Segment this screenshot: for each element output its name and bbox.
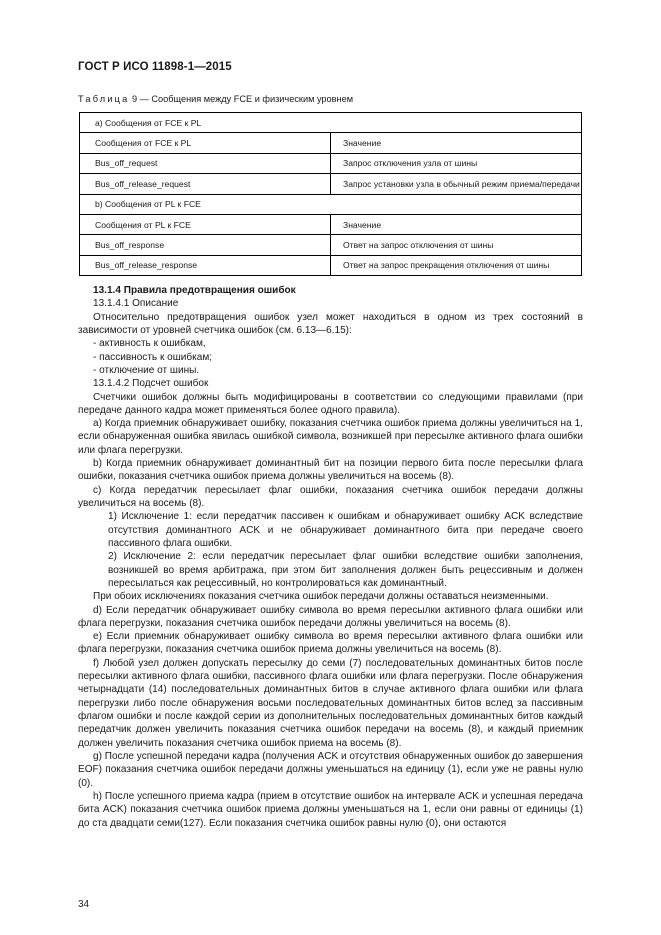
document-body xyxy=(78,284,583,830)
table-section-b: b) Сообщения от PL к FCE xyxy=(80,194,582,214)
table-section-row xyxy=(80,194,582,214)
table-caption-label: Таблица xyxy=(78,94,130,104)
table-row xyxy=(80,174,582,194)
table-caption xyxy=(78,94,353,104)
document-header: ГОСТ Р ИСО 11898-1—2015 xyxy=(78,61,232,73)
table-row xyxy=(80,153,582,173)
table-header-row xyxy=(80,214,582,234)
paragraph: Относительно предотвращения ошибок узел может находиться в одном из трех состояний в зависимости от уровней счетчика ошибок (см. 6.13—6.15): xyxy=(78,311,583,336)
table-cell: Запрос отключения узла от шины xyxy=(331,153,582,173)
rule-paragraph: e) Если приемник обнаруживает ошибку символа во время пересылки активного флага ошибки или флага перегрузки, показания счетчика ошибок приема должны увеличиться на восемь (8). xyxy=(78,631,583,656)
page-number: 34 xyxy=(78,899,90,910)
rule-paragraph: f) Любой узел должен допускать пересылку до семи (7) последовательных доминантных битов после пересылки активного флага ошибки, пассивного флага ошибки или флага перегрузки. После обнаружения четырнадцати (14) последовательных доминантных битов в случае активного флага ошибки или флага перегрузки либо после обнаружения восьми последовательных доминантных битов вслед за пассивным флагом ошибки и после каждой серии из дополнительных последовательных доминантных битов каждый передатчик должен увеличить показания счетчика ошибок передачи на восемь (8), и каждый приемник должен увеличить показания счетчика ошибок приема на восемь (8). xyxy=(78,657,583,749)
table-cell: Ответ на запрос отключения от шины xyxy=(331,235,582,255)
table-caption-text: 9 — Сообщения между FCE и физическим уровнем xyxy=(129,94,354,104)
table-header-cell: Сообщения от PL к FCE xyxy=(80,214,331,234)
messages-table xyxy=(79,112,582,276)
table-cell: Bus_off_response xyxy=(80,235,331,255)
rule-paragraph: d) Если передатчик обнаруживает ошибку символа во время пересылки активного флага ошибки или флага перегрузки, показания счетчика ошибок передачи должны увеличиться на восемь (8). xyxy=(78,604,583,629)
rule-paragraph: g) После успешной передачи кадра (получения ACK и отсутствия обнаруженных ошибок до завершения EOF) показания счетчика ошибок передачи должны уменьшаться на единицу (1), если уже не равны нулю (0). xyxy=(78,750,583,789)
table-cell: Bus_off_request xyxy=(80,153,331,173)
list-item: - пассивность к ошибкам; xyxy=(93,351,213,363)
table-cell: Bus_off_release_response xyxy=(80,255,331,275)
paragraph: Счетчики ошибок должны быть модифицированы в соответствии со следующими правилами (при передаче данного кадра может применяться более одного правила). xyxy=(78,391,583,416)
table-cell: Bus_off_release_request xyxy=(80,174,331,194)
section-heading: 13.1.4 Правила предотвращения ошибок xyxy=(93,285,296,296)
list-item: - отключение от шины. xyxy=(93,364,200,376)
table-row xyxy=(80,255,582,275)
exception-paragraph: 2) Исключение 2: если передатчик пересылает флаг ошибки вследствие ошибки заполнения, возникшей во время арбитража, при этом бит заполнения должен быть рецессивным и должен пересылаться как рецессивный, но контролироваться как доминантный. xyxy=(108,551,583,589)
rule-paragraph: c) Когда передатчик пересылает флаг ошибки, показания счетчика ошибок передачи должны увеличиться на восемь (8). xyxy=(78,484,583,509)
table-header-cell: Значение xyxy=(331,133,582,153)
subsection-title: 13.1.4.1 Описание xyxy=(93,298,179,310)
exception-paragraph: 1) Исключение 1: если передатчик пассивен к ошибкам и обнаруживает ошибку ACK вследствие отсутствия доминантного ACK и не обнаруживает доминантного бита при передаче своего пассивного флага ошибки. xyxy=(108,511,583,549)
subsection-title: 13.1.4.2 Подсчет ошибок xyxy=(93,378,209,390)
rule-paragraph: h) После успешного приема кадра (прием в отсутствие ошибок на интервале ACK и успешная передача бита ACK) показания счетчика ошибок приема должны уменьшаться на 1, если они равны от единицы (1) до ста двадцати семи(127). Если показания счетчика ошибок равны нулю (0), они остаются xyxy=(78,790,583,829)
table-section-row xyxy=(80,113,582,133)
table-header-cell: Сообщения от FCE к PL xyxy=(80,133,331,153)
table-row xyxy=(80,235,582,255)
table-cell: Запрос установки узла в обычный режим приема/передачи xyxy=(331,174,582,194)
table-cell: Ответ на запрос прекращения отключения от шины xyxy=(331,255,582,275)
table-header-cell: Значение xyxy=(331,214,582,234)
rule-paragraph: a) Когда приемник обнаруживает ошибку, показания счетчика ошибок приема должны увеличиться на 1, если обнаруженная ошибка явилась ошибкой символа, возникшей при пересылке активного флага ошибки или флага перегрузки. xyxy=(78,418,583,456)
paragraph: При обоих исключениях показания счетчика ошибок передачи должны оставаться неизменными. xyxy=(93,591,549,603)
table-section-a: a) Сообщения от FCE к PL xyxy=(80,113,582,133)
rule-paragraph: b) Когда приемник обнаруживает доминантный бит на позиции первого бита после пересылки флага ошибки, показания счетчика ошибок приема должны увеличиться на восемь (8). xyxy=(78,458,583,483)
list-item: - активность к ошибкам, xyxy=(93,338,206,350)
table-header-row xyxy=(80,133,582,153)
